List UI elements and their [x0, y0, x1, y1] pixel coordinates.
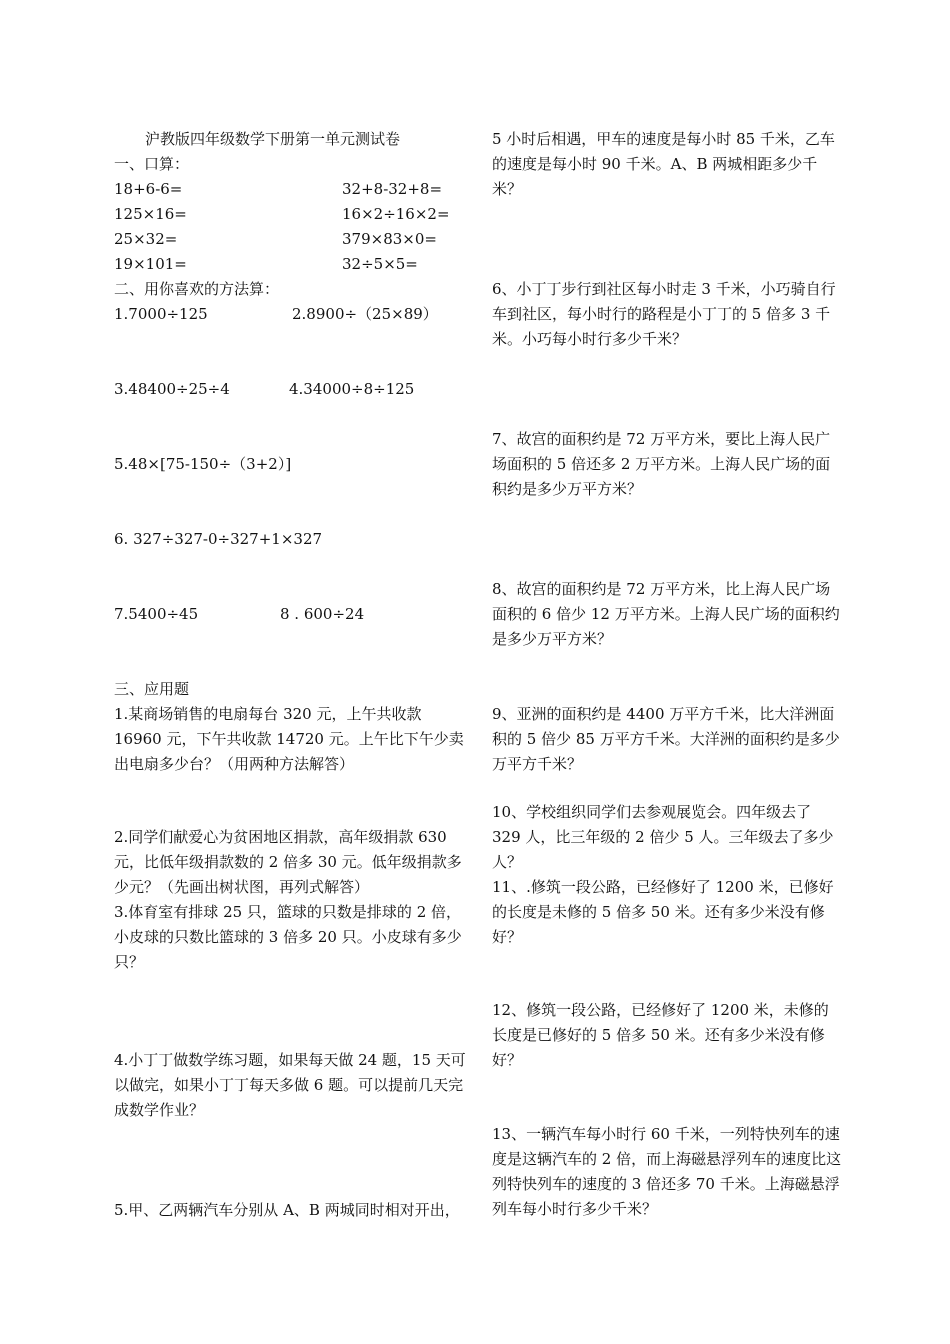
word-problem-5-start: 5.甲、乙两辆汽车分别从 A、B 两城同时相对开出，: [114, 1201, 460, 1219]
word-problem-12: 12、修筑一段公路，已经修好了 1200 米，未修的长度是已修好的 5 倍多 50 米。还有多少米没有修好？: [492, 1001, 829, 1069]
calc-item: 7.5400÷45: [114, 605, 199, 623]
section3-heading: 三、应用题: [114, 680, 190, 698]
word-problem-3: 3.体育室有排球 25 只，篮球的只数是排球的 2 倍，小皮球的只数比篮球的 3 倍多 20 只。小皮球有多少只？: [114, 903, 462, 971]
section2-heading: 二、用你喜欢的方法算：: [114, 280, 280, 298]
mental-math-item: 32÷5×5=: [342, 255, 418, 273]
word-problem-10: 10、学校组织同学们去参观展览会。四年级去了 329 人，比三年级的 2 倍少 5 人。三年级去了多少人？: [492, 803, 834, 871]
word-problem-13: 13、一辆汽车每小时行 60 千米，一列特快列车的速度是这辆汽车的 2 倍，而上海磁悬浮列车的速度比这列特快列车的速度的 3 倍还多 70 千米。上海磁悬浮列车每小时行多少千米？: [492, 1125, 842, 1218]
word-problem-1: 1.某商场销售的电扇每台 320 元，上午共收款 16960 元，下午共收款 14720 元。上午比下午少卖出电扇多少台？（用两种方法解答）: [114, 705, 464, 773]
calc-item: 6. 327÷327-0÷327+1×327: [114, 530, 323, 548]
word-problem-4: 4.小丁丁做数学练习题，如果每天做 24 题，15 天可以做完，如果小丁丁每天多做 6 题。可以提前几天完成数学作业？: [114, 1051, 466, 1119]
calc-item: 8 . 600÷24: [280, 605, 365, 623]
section1-heading: 一、口算：: [114, 155, 190, 173]
mental-math-item: 125×16=: [114, 205, 187, 223]
word-problem-6: 6、小丁丁步行到社区每小时走 3 千米，小巧骑自行车到社区，每小时行的路程是小丁丁的 5 倍多 3 千米。小巧每小时行多少千米？: [492, 280, 836, 348]
page-title: 沪教版四年级数学下册第一单元测试卷: [145, 130, 401, 148]
word-problem-11: 11、.修筑一段公路，已经修好了 1200 米，已修好的长度是未修的 5 倍多 50 米。还有多少米没有修好？: [492, 878, 834, 946]
word-problem-9: 9、亚洲的面积约是 4400 万平方千米，比大洋洲面积的 5 倍少 85 万平方千米。大洋洲的面积约是多少万平方千米？: [492, 705, 840, 773]
calc-item: 3.48400÷25÷4: [114, 380, 230, 398]
mental-math-item: 25×32=: [114, 230, 178, 248]
mental-math-item: 379×83×0=: [342, 230, 437, 248]
word-problem-5-end: 5 小时后相遇，甲车的速度是每小时 85 千米，乙车的速度是每小时 90 千米。A、B 两城相距多少千米？: [492, 130, 835, 198]
mental-math-item: 19×101=: [114, 255, 187, 273]
mental-math-item: 32+8-32+8=: [342, 180, 443, 198]
word-problem-7: 7、故宫的面积约是 72 万平方米，要比上海人民广场面积的 5 倍还多 2 万平方米。上海人民广场的面积约是多少万平方米？: [492, 430, 831, 498]
word-problem-8: 8、故宫的面积约是 72 万平方米，比上海人民广场面积的 6 倍少 12 万平方米。上海人民广场的面积约是多少万平方米？: [492, 580, 840, 648]
calc-item: 2.8900÷（25×89）: [292, 305, 438, 323]
calc-item: 4.34000÷8÷125: [289, 380, 415, 398]
mental-math-item: 18+6-6=: [114, 180, 183, 198]
calc-item: 5.48×[75-150÷（3+2）]: [114, 455, 292, 473]
mental-math-item: 16×2÷16×2=: [342, 205, 450, 223]
word-problem-2: 2.同学们献爱心为贫困地区捐款，高年级捐款 630 元，比低年级捐款数的 2 倍多 30 元。低年级捐款多少元？（先画出树状图，再列式解答）: [114, 828, 462, 896]
calc-item: 1.7000÷125: [114, 305, 208, 323]
